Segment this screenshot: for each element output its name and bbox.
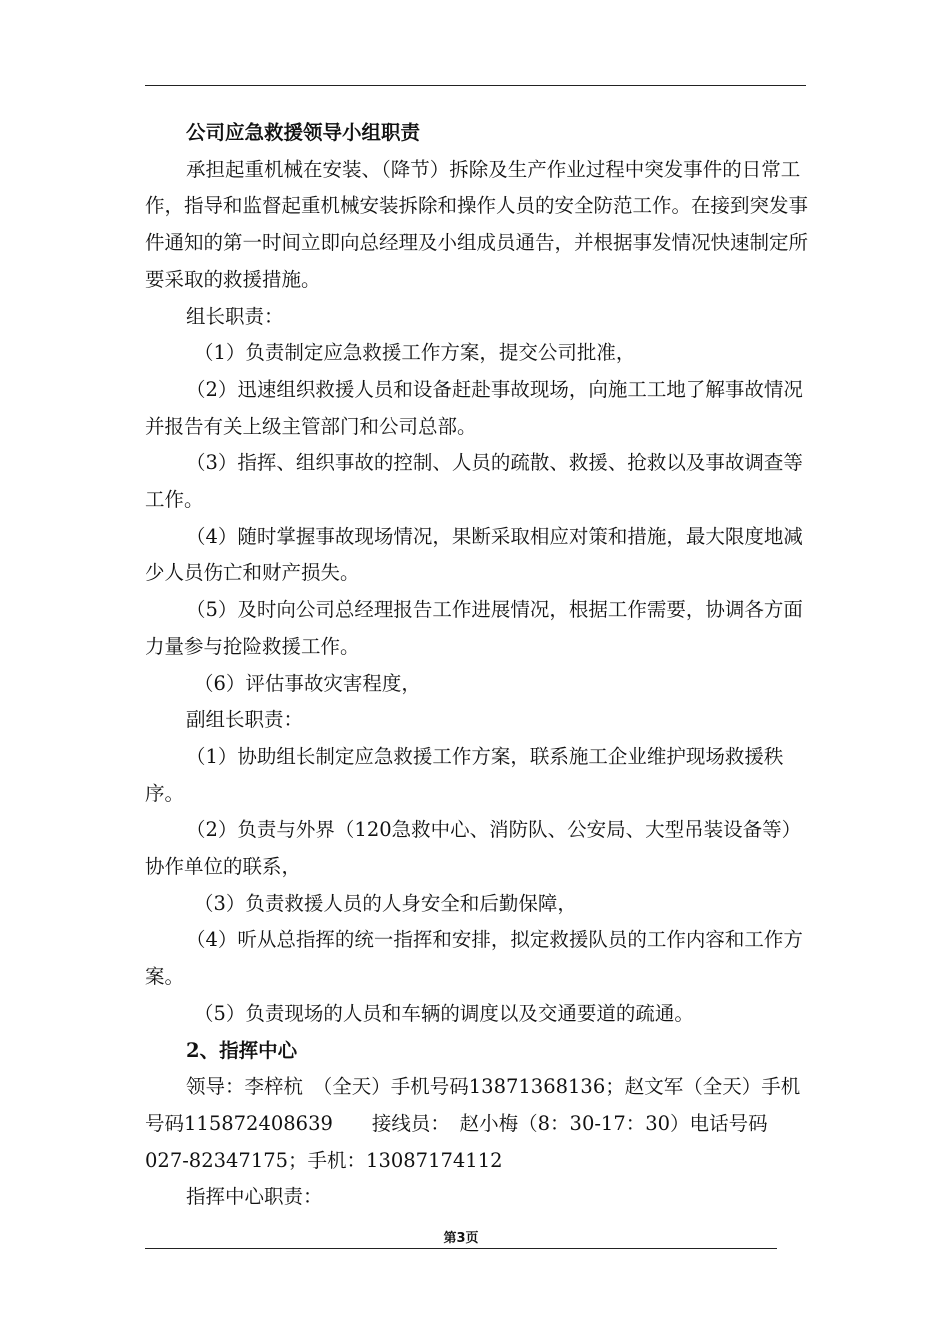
center-duties-title: 指挥中心职责： <box>186 1185 323 1209</box>
list-item: （3）指挥、组织事故的控制、人员的疏散、救援、抢救以及事故调查等工作。 <box>145 451 803 512</box>
paragraph: 承担起重机械在安装、（降节）拆除及生产作业过程中突发事件的日常工作，指导和监督起重机械安装拆除和操作人员的安全防范工作。在接到突发事件通知的第一时间立即向总经理及小组成员通告，并根据事发情况快速制定所要采取的救援措施。 <box>145 157 809 291</box>
page-number: 第3页 <box>443 1231 479 1246</box>
list-item: （4）听从总指挥的统一指挥和安排，拟定救援队员的工作内容和工作方案。 <box>145 928 803 989</box>
section-heading: 2、指挥中心 <box>186 1038 298 1062</box>
list-item: （4）随时掌握事故现场情况，果断采取相应对策和措施，最大限度地减少人员伤亡和财产损失。 <box>145 524 803 585</box>
leader-duties-title: 组长职责： <box>186 304 284 328</box>
list-item: （2）负责与外界（120急救中心、消防队、公安局、大型吊装设备等）协作单位的联系， <box>145 818 802 879</box>
list-item: （6）评估事故灾害程度， <box>194 671 421 695</box>
deputy-duties-title: 副组长职责： <box>186 708 304 732</box>
list-item: （5）及时向公司总经理报告工作进展情况，根据工作需要，协调各方面力量参与抢险救援工作。 <box>145 598 803 658</box>
footer-rule <box>145 1248 777 1249</box>
list-item: （3）负责救援人员的人身安全和后勤保障， <box>194 891 577 915</box>
list-item: （1）协助组长制定应急救援工作方案，联系施工企业维护现场救援秩序。 <box>145 744 784 805</box>
contact-paragraph: 领导：李梓杭 （全天）手机号码13871368136；赵文军（全天）手机号码115872408639 接线员： 赵小梅（8：30-17：30）电话号码027-82347175；手机：13087174112 <box>145 1075 801 1172</box>
list-item: （2）迅速组织救援人员和设备赶赴事故现场，向施工工地了解事故情况并报告有关上级主管部门和公司总部。 <box>145 377 803 438</box>
list-item: （1）负责制定应急救援工作方案，提交公司批准， <box>194 341 636 365</box>
document-body <box>145 115 810 1216</box>
header-rule <box>145 85 806 86</box>
section-heading: 公司应急救援领导小组职责 <box>186 121 421 144</box>
list-item: （5）负责现场的人员和车辆的调度以及交通要道的疏通。 <box>194 1001 694 1025</box>
